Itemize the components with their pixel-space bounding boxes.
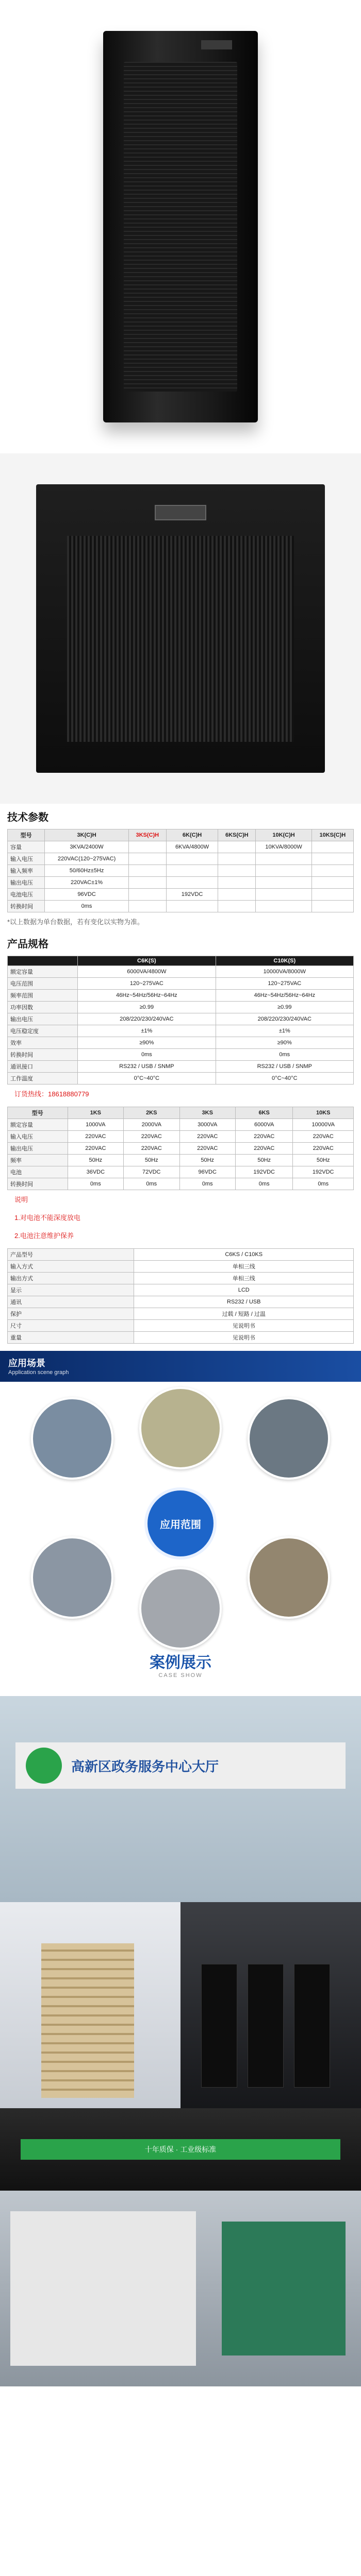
spec-table-4-body <box>8 1249 354 1344</box>
cell: 120~275VAC <box>216 978 353 990</box>
table-row <box>8 1320 354 1332</box>
header-cell: 10KS(C)H <box>311 829 353 841</box>
table-row <box>8 1284 354 1296</box>
row-label: 容量 <box>8 841 45 853</box>
building-image <box>41 1943 134 2098</box>
cases-title: 案例展示 <box>150 1654 211 1671</box>
header-cell: 3K(C)H <box>45 829 128 841</box>
case-rack-photo <box>180 1902 361 2108</box>
table-row <box>8 1049 354 1061</box>
cell <box>256 901 311 912</box>
cell: 120~275VAC <box>78 978 216 990</box>
table-row <box>8 1155 354 1166</box>
cell: 50/60Hz±5Hz <box>45 865 128 877</box>
table-row <box>8 901 354 912</box>
cell <box>218 889 256 901</box>
header-cell: 6KS(C)H <box>218 829 256 841</box>
case-led-photo <box>0 2108 361 2191</box>
app-photo-5 <box>139 1567 222 1650</box>
case-row-1 <box>0 1902 361 2108</box>
cell: 1000VA <box>68 1119 123 1131</box>
header-cell: 10K(C)H <box>256 829 311 841</box>
cell: 50Hz <box>68 1155 123 1166</box>
cell: 46Hz~54Hz/56Hz~64Hz <box>78 990 216 1002</box>
table-row <box>8 1308 354 1320</box>
table-row <box>8 1131 354 1143</box>
header-cell: 3KS(C)H <box>128 829 166 841</box>
order-hotline: 订货热线：18618880779 <box>14 1090 89 1098</box>
product-spec-title: 产品规格 <box>7 939 48 950</box>
case-hall-photo <box>0 2191 361 2386</box>
cell <box>218 901 256 912</box>
table-row <box>8 1296 354 1308</box>
cell: RS232 / USB / SNMP <box>78 1061 216 1073</box>
ups-rack-image <box>248 1964 284 2088</box>
table-row <box>8 1073 354 1084</box>
cell: 220VAC <box>235 1143 292 1155</box>
cell: 6000VA <box>235 1119 292 1131</box>
spec-table-3-wrap <box>0 1107 361 1244</box>
cell: 10KVA/8000W <box>256 841 311 853</box>
cell: 0ms <box>124 1178 179 1190</box>
header-cell: 2KS <box>124 1107 179 1119</box>
cell: RS232 / USB / SNMP <box>216 1061 353 1073</box>
table-row <box>8 1119 354 1131</box>
table-row <box>8 1143 354 1155</box>
row-label: 转换时间 <box>8 1178 68 1190</box>
cell: 10000VA/8000W <box>216 966 353 978</box>
spec-table-2-header <box>8 956 354 966</box>
row-label: 重量 <box>8 1332 134 1344</box>
cell: 过载 / 短路 / 过温 <box>134 1308 354 1320</box>
app-photo-6 <box>248 1536 330 1619</box>
spec-table-3-body <box>8 1119 354 1190</box>
cell: LCD <box>134 1284 354 1296</box>
cell: 0°C~40°C <box>216 1073 353 1084</box>
cell <box>311 877 353 889</box>
ups-tower-photo <box>0 0 361 453</box>
cell: 0ms <box>216 1049 353 1061</box>
cell: 0ms <box>179 1178 235 1190</box>
cell: 0ms <box>68 1178 123 1190</box>
cell: 46Hz~54Hz/56Hz~64Hz <box>216 990 353 1002</box>
spec-table-2-body <box>8 966 354 1084</box>
cell: 单相三线 <box>134 1261 354 1273</box>
row-label: 输出电压 <box>8 877 45 889</box>
row-label: 输入频率 <box>8 865 45 877</box>
cell: 0ms <box>235 1178 292 1190</box>
table-row <box>8 1166 354 1178</box>
app-photo-2 <box>139 1387 222 1469</box>
cell <box>311 889 353 901</box>
row-label: 转换时间 <box>8 901 45 912</box>
cell: ±1% <box>216 1025 353 1037</box>
cell: 192VDC <box>166 889 218 901</box>
cell: 见说明书 <box>134 1320 354 1332</box>
case-building-photo <box>0 1902 180 2108</box>
header-cell: 1KS <box>68 1107 123 1119</box>
cell <box>218 877 256 889</box>
cell: 6000VA/4800W <box>78 966 216 978</box>
row-label: 产品型号 <box>8 1249 134 1261</box>
cell: 220VAC <box>124 1131 179 1143</box>
table-row <box>8 1002 354 1013</box>
cell: 0ms <box>78 1049 216 1061</box>
cell <box>311 841 353 853</box>
cell <box>166 901 218 912</box>
cell: 220VAC <box>68 1143 123 1155</box>
header-cell: C10K(S) <box>216 956 353 966</box>
cell <box>166 853 218 865</box>
header-cell: 型号 <box>8 829 45 841</box>
cell: 2000VA <box>124 1119 179 1131</box>
tech-params-title: 技术参数 <box>7 812 48 823</box>
vent-grille <box>67 536 294 742</box>
gov-center-sign-text: 高新区政务服务中心大厅 <box>71 1758 219 1774</box>
apps-banner <box>0 1351 361 1382</box>
cell: RS232 / USB <box>134 1296 354 1308</box>
cell: 0ms <box>45 901 128 912</box>
cell: 96VDC <box>45 889 128 901</box>
ups-vent-image <box>36 484 325 773</box>
tech-params-note: *以上数据为单台数据，若有变化以实物为准。 <box>7 918 144 926</box>
cell <box>218 841 256 853</box>
row-label: 输出方式 <box>8 1273 134 1284</box>
row-label: 输出电压 <box>8 1013 78 1025</box>
cell: 50Hz <box>124 1155 179 1166</box>
cell <box>128 889 166 901</box>
cell: 单相三线 <box>134 1273 354 1284</box>
cell: 3000VA <box>179 1119 235 1131</box>
cell: 220VAC <box>293 1143 354 1155</box>
row-label: 效率 <box>8 1037 78 1049</box>
table-row <box>8 1013 354 1025</box>
row-label: 功率因数 <box>8 1002 78 1013</box>
table-row <box>8 990 354 1002</box>
cell: 见说明书 <box>134 1332 354 1344</box>
row-label: 通讯接口 <box>8 1061 78 1073</box>
row-label: 电池电压 <box>8 889 45 901</box>
header-cell <box>8 956 78 966</box>
apps-center-badge: 应用范围 <box>144 1487 217 1560</box>
cell <box>311 853 353 865</box>
front-grille <box>124 62 237 392</box>
cell: 50Hz <box>235 1155 292 1166</box>
table-row <box>8 841 354 853</box>
row-label: 工作温度 <box>8 1073 78 1084</box>
apps-subtitle: Application scene graph <box>8 1369 69 1376</box>
row-label: 频率范围 <box>8 990 78 1002</box>
table-row <box>8 1249 354 1261</box>
cell <box>128 841 166 853</box>
ups-rack-image <box>294 1964 330 2088</box>
cell: 220VAC±1% <box>45 877 128 889</box>
cell: 0°C~40°C <box>78 1073 216 1084</box>
gov-center-sign <box>15 1742 346 1789</box>
cell <box>256 853 311 865</box>
table-row <box>8 889 354 901</box>
row-label: 尺寸 <box>8 1320 134 1332</box>
spec-table-3-header <box>8 1107 354 1119</box>
cell <box>311 901 353 912</box>
row-label: 频率 <box>8 1155 68 1166</box>
cell: 50Hz <box>293 1155 354 1166</box>
spec-table-1-wrap <box>0 829 361 912</box>
cell <box>166 877 218 889</box>
row-label: 通讯 <box>8 1296 134 1308</box>
row-label: 电池 <box>8 1166 68 1178</box>
table-row <box>8 966 354 978</box>
spec-note-2: 2.电池注意维护保养 <box>14 1232 74 1240</box>
apps-title: 应用场景 <box>8 1358 45 1368</box>
cell: 0ms <box>293 1178 354 1190</box>
cell: 220VAC <box>235 1131 292 1143</box>
row-label: 转换时间 <box>8 1049 78 1061</box>
cell: 220VAC <box>124 1143 179 1155</box>
header-cell: 型号 <box>8 1107 68 1119</box>
app-photo-1 <box>31 1397 113 1480</box>
app-photo-4 <box>31 1536 113 1619</box>
ups-vent-photo <box>0 453 361 804</box>
led-sign: 十年质保 · 工业级标准 <box>21 2139 340 2160</box>
cell: 3KVA/2400W <box>45 841 128 853</box>
table-row <box>8 1273 354 1284</box>
apps-collage <box>0 1382 361 1639</box>
cell: 208/220/230/240VAC <box>78 1013 216 1025</box>
cell <box>166 865 218 877</box>
spec-table-4-wrap <box>0 1248 361 1344</box>
table-row <box>8 1332 354 1344</box>
cell: 50Hz <box>179 1155 235 1166</box>
cell: ≥0.99 <box>78 1002 216 1013</box>
spec-table-1-header <box>8 829 354 841</box>
hall-sign-image <box>222 2222 346 2355</box>
cell: 192VDC <box>235 1166 292 1178</box>
cell <box>256 865 311 877</box>
cell <box>256 877 311 889</box>
spec-table-2 <box>7 956 354 1084</box>
front-display-panel <box>201 40 232 49</box>
cell: 220VAC(120~275VAC) <box>45 853 128 865</box>
lcd-display <box>155 505 206 520</box>
cell <box>128 901 166 912</box>
table-row <box>8 1025 354 1037</box>
cell: 220VAC <box>293 1131 354 1143</box>
row-label: 显示 <box>8 1284 134 1296</box>
cell: ±1% <box>78 1025 216 1037</box>
cell: 208/220/230/240VAC <box>216 1013 353 1025</box>
case-gov-center <box>0 1696 361 1902</box>
row-label: 额定容量 <box>8 966 78 978</box>
cell: 96VDC <box>179 1166 235 1178</box>
cell <box>218 865 256 877</box>
spec-table-3 <box>7 1107 354 1190</box>
cell: 36VDC <box>68 1166 123 1178</box>
spec-table-4 <box>7 1248 354 1344</box>
cell: ≥90% <box>78 1037 216 1049</box>
ups-tower-image <box>103 31 258 422</box>
row-label: 输入电压 <box>8 1131 68 1143</box>
ups-rack-image <box>201 1964 237 2088</box>
gov-emblem-icon <box>26 1748 62 1784</box>
row-label: 额定容量 <box>8 1119 68 1131</box>
row-label: 电压范围 <box>8 978 78 990</box>
cell <box>311 865 353 877</box>
cell: 6KVA/4800W <box>166 841 218 853</box>
cell: ≥90% <box>216 1037 353 1049</box>
header-cell: 10KS <box>293 1107 354 1119</box>
table-row <box>8 978 354 990</box>
cell: C6KS / C10KS <box>134 1249 354 1261</box>
table-row <box>8 877 354 889</box>
cell: 220VAC <box>68 1131 123 1143</box>
cases-subtitle: CASE SHOW <box>158 1672 203 1679</box>
table-row <box>8 1061 354 1073</box>
spec-table-1 <box>7 829 354 912</box>
cell <box>218 853 256 865</box>
table-row <box>8 865 354 877</box>
table-row <box>8 1037 354 1049</box>
cell: 72VDC <box>124 1166 179 1178</box>
row-label: 电压稳定度 <box>8 1025 78 1037</box>
table-row <box>8 1178 354 1190</box>
cell: 192VDC <box>293 1166 354 1178</box>
row-label: 输入电压 <box>8 853 45 865</box>
spec-note-title: 说明 <box>14 1196 28 1204</box>
spec-table-2-wrap <box>0 956 361 1103</box>
hall-room-image <box>10 2211 196 2366</box>
row-label: 输出电压 <box>8 1143 68 1155</box>
header-cell: 6KS <box>235 1107 292 1119</box>
row-label: 保护 <box>8 1308 134 1320</box>
table-row <box>8 1261 354 1273</box>
cell: 10000VA <box>293 1119 354 1131</box>
cell: 220VAC <box>179 1131 235 1143</box>
cell: 220VAC <box>179 1143 235 1155</box>
cell <box>128 865 166 877</box>
spec-note-1: 1.对电池不能深度放电 <box>14 1214 80 1222</box>
app-photo-3 <box>248 1397 330 1480</box>
header-cell: C6K(S) <box>78 956 216 966</box>
cell <box>128 877 166 889</box>
header-cell: 3KS <box>179 1107 235 1119</box>
cell <box>256 889 311 901</box>
row-label: 输入方式 <box>8 1261 134 1273</box>
cell: ≥0.99 <box>216 1002 353 1013</box>
table-row <box>8 853 354 865</box>
cell <box>128 853 166 865</box>
spec-table-1-body <box>8 841 354 912</box>
header-cell: 6K(C)H <box>166 829 218 841</box>
